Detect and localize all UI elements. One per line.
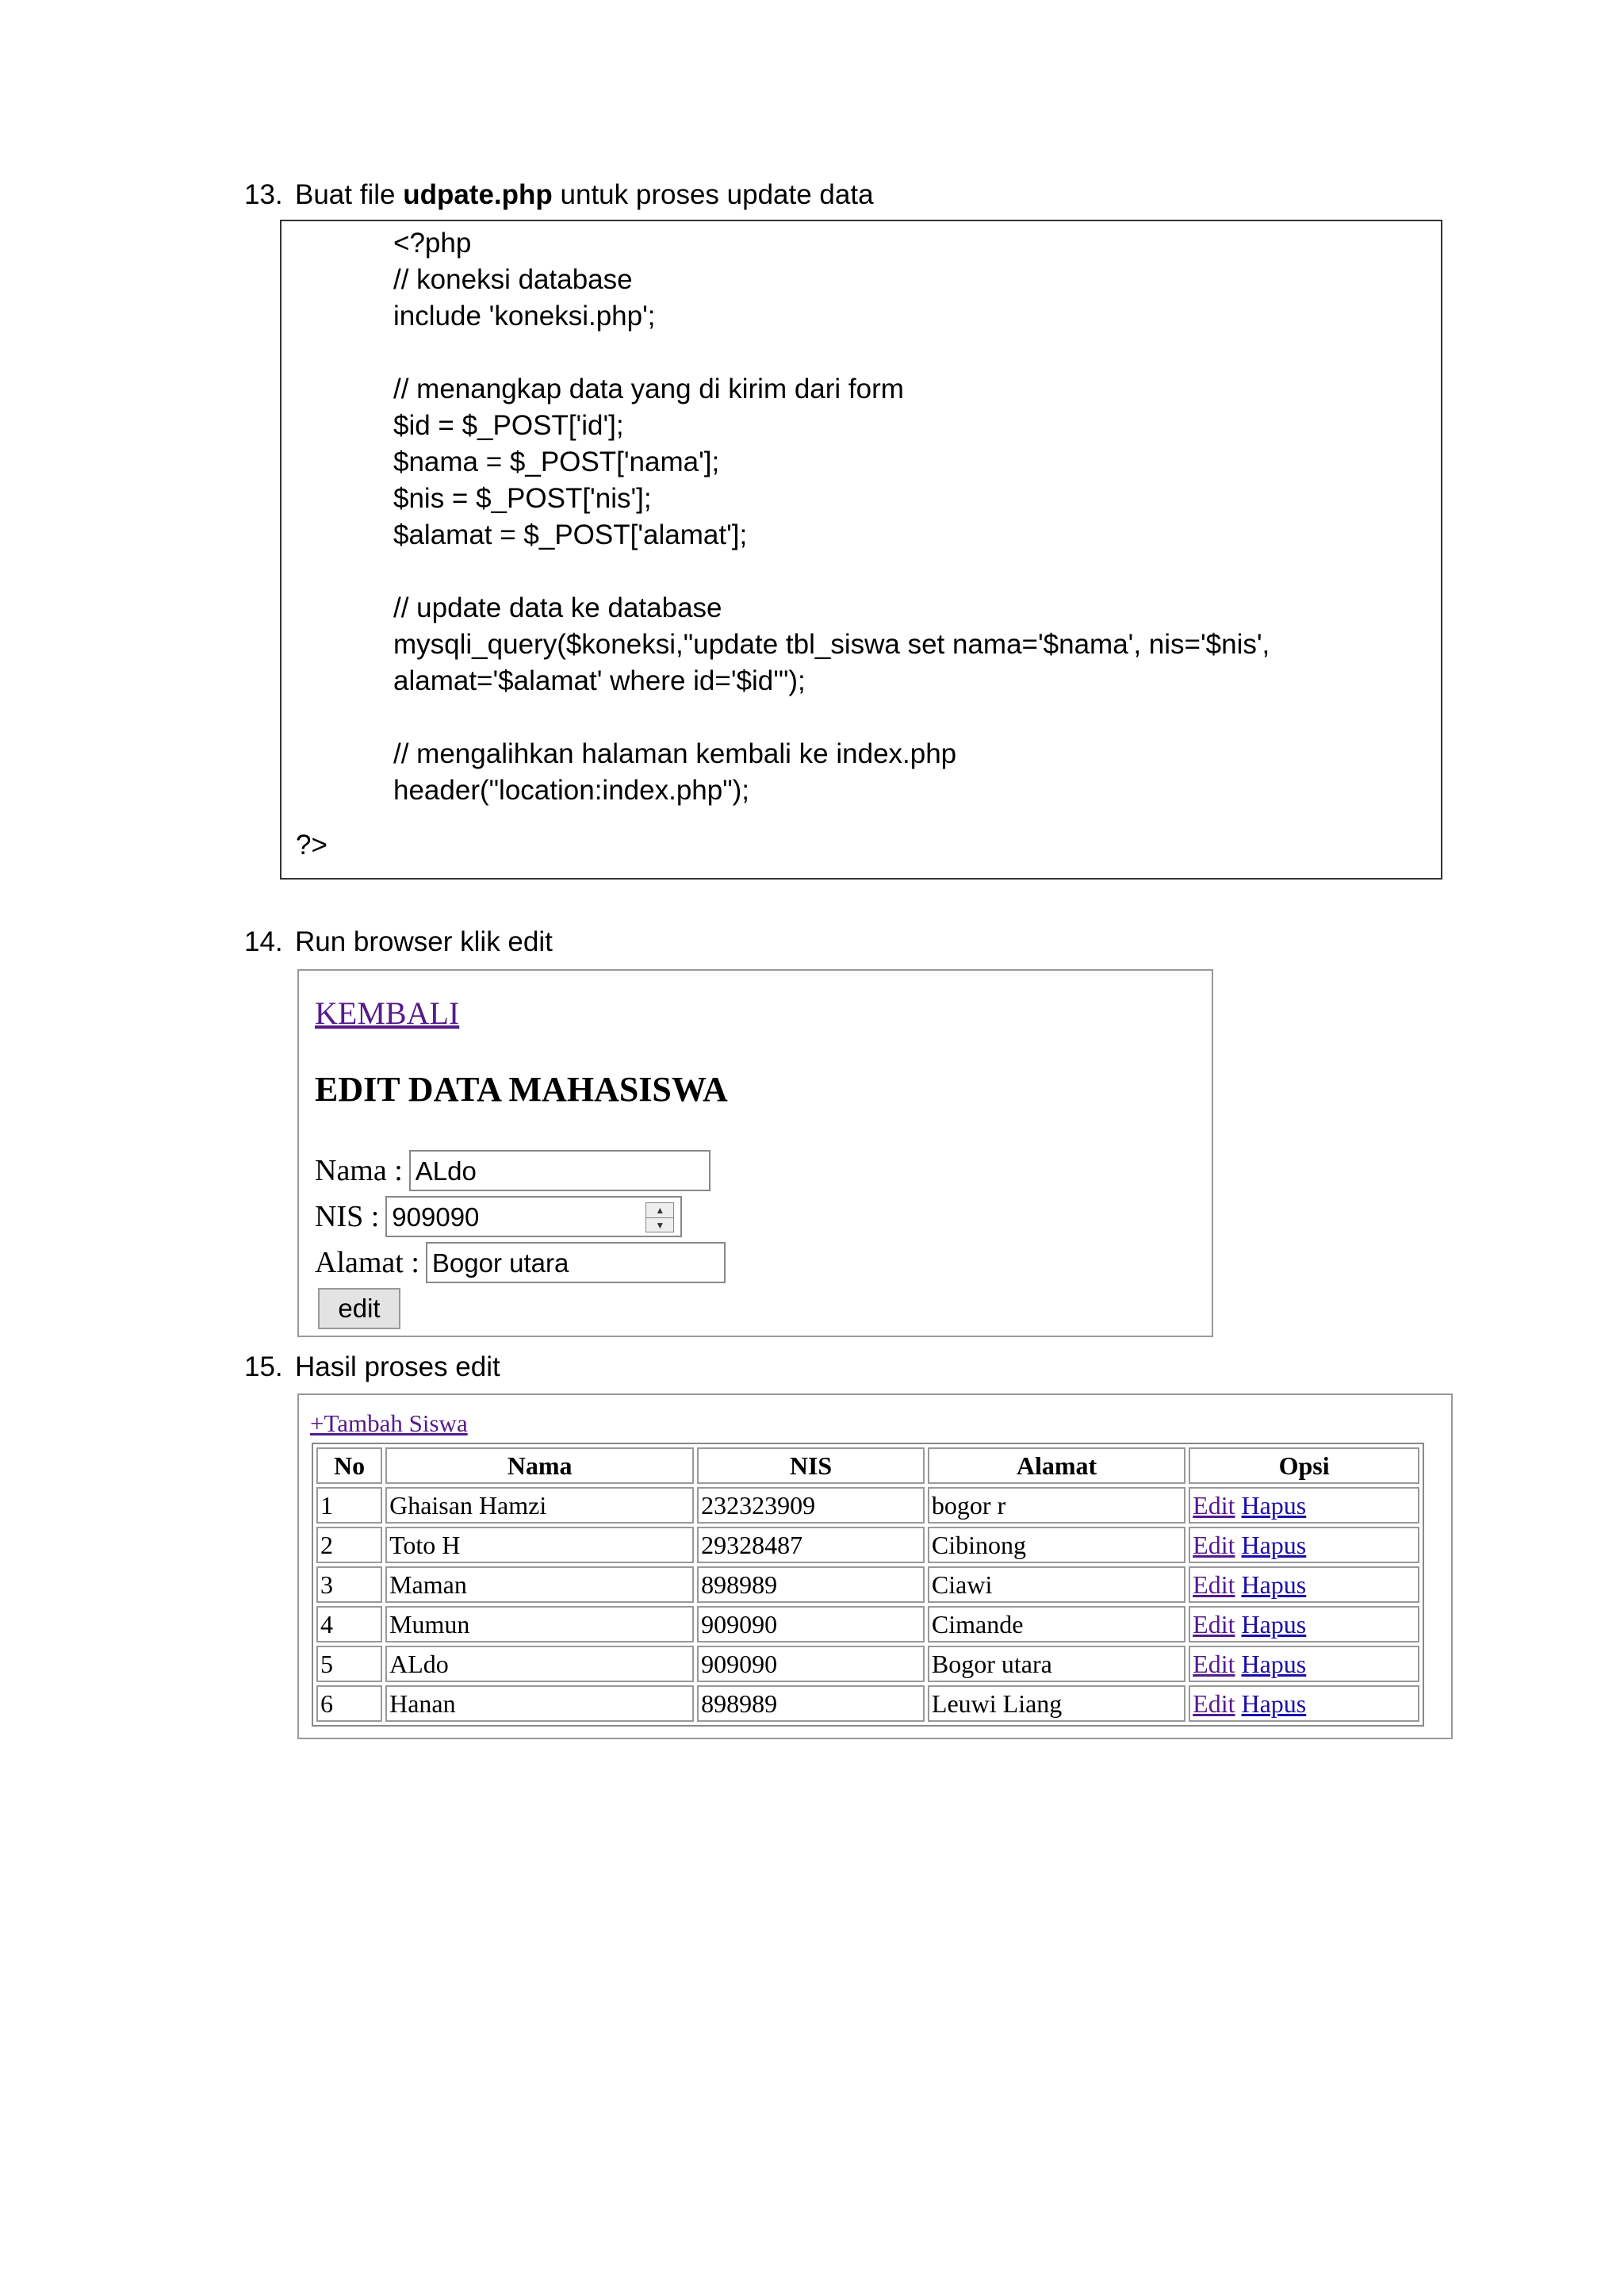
cell-nama: Toto H (385, 1527, 694, 1563)
spin-up-icon[interactable]: ▲ (646, 1203, 673, 1218)
cell-alamat: Bogor utara (928, 1646, 1185, 1682)
alamat-label: Alamat : (315, 1246, 419, 1279)
step-13-heading (244, 178, 874, 213)
code-line: header("location:index.php"); (393, 775, 750, 806)
table-row (316, 1646, 1419, 1682)
code-line: // mengalihkan halaman kembali ke index.php (393, 738, 957, 769)
code-closer: ?> (296, 830, 327, 861)
step-text-post: untuk proses update data (552, 179, 874, 210)
add-student-link[interactable]: +Tambah Siswa (310, 1409, 468, 1437)
cell-opsi (1189, 1527, 1419, 1563)
cell-nis: 29328487 (697, 1527, 925, 1563)
cell-opsi (1189, 1566, 1419, 1603)
cell-opsi (1189, 1685, 1419, 1722)
cell-nis: 898989 (697, 1566, 925, 1603)
delete-link[interactable]: Hapus (1241, 1610, 1307, 1639)
form-title: EDIT DATA MAHASISWA (315, 1070, 728, 1109)
edit-submit-button[interactable]: edit (318, 1288, 400, 1329)
cell-no: 5 (316, 1646, 382, 1682)
table-row (316, 1487, 1419, 1524)
cell-alamat: Cimande (928, 1606, 1185, 1642)
code-line: // menangkap data yang di kirim dari form (393, 374, 904, 404)
step-number: 14. (244, 926, 283, 957)
code-line: $alamat = $_POST['alamat']; (393, 519, 748, 550)
cell-alamat: Leuwi Liang (928, 1685, 1185, 1722)
edit-link[interactable]: Edit (1193, 1689, 1235, 1718)
code-line: // koneksi database (393, 264, 633, 295)
cell-nis: 232323909 (697, 1487, 925, 1524)
code-line: $nama = $_POST['nama']; (393, 447, 720, 477)
cell-nama: Hanan (385, 1685, 694, 1722)
cell-no: 4 (316, 1606, 382, 1642)
delete-link[interactable]: Hapus (1241, 1650, 1307, 1678)
spin-down-icon[interactable]: ▼ (655, 1220, 665, 1231)
table-row (316, 1685, 1419, 1722)
code-line: // update data ke database (393, 592, 722, 623)
header-alamat: Alamat (928, 1447, 1185, 1484)
cell-no: 6 (316, 1685, 382, 1722)
alamat-row (315, 1242, 726, 1283)
cell-opsi (1189, 1606, 1419, 1642)
code-line: $id = $_POST['id']; (393, 410, 624, 441)
nis-label: NIS : (315, 1200, 380, 1233)
delete-link[interactable]: Hapus (1241, 1689, 1307, 1718)
cell-opsi (1189, 1487, 1419, 1524)
code-line: include 'koneksi.php'; (393, 301, 656, 332)
header-nis: NIS (697, 1447, 925, 1484)
cell-nis: 909090 (697, 1646, 925, 1682)
header-nama: Nama (385, 1447, 694, 1484)
step-text: Run browser klik edit (295, 926, 553, 957)
table-row (316, 1527, 1419, 1563)
table-row (316, 1606, 1419, 1642)
step-text: Hasil proses edit (295, 1351, 500, 1382)
edit-link[interactable]: Edit (1193, 1610, 1235, 1639)
code-line: <?php (393, 228, 472, 259)
step-text-pre: Buat file (295, 179, 404, 210)
edit-link[interactable]: Edit (1193, 1650, 1235, 1678)
nis-value: 909090 (392, 1202, 480, 1232)
edit-link[interactable]: Edit (1193, 1491, 1235, 1520)
cell-opsi (1189, 1646, 1419, 1682)
cell-alamat: Cibinong (928, 1527, 1185, 1563)
step-14-heading (244, 925, 553, 960)
nama-label: Nama : (315, 1154, 403, 1187)
number-spinner[interactable] (645, 1202, 674, 1232)
cell-nis: 898989 (697, 1685, 925, 1722)
nama-input[interactable]: ALdo (409, 1150, 710, 1191)
code-line: $nis = $_POST['nis']; (393, 483, 652, 514)
header-no: No (316, 1447, 382, 1484)
step-15-heading (244, 1350, 500, 1385)
delete-link[interactable]: Hapus (1241, 1531, 1307, 1559)
nis-input[interactable] (385, 1196, 682, 1237)
student-table (312, 1443, 1424, 1727)
code-line: alamat='$alamat' where id='$id'"); (393, 665, 806, 696)
cell-nama: Ghaisan Hamzi (385, 1487, 694, 1524)
cell-nama: Mumun (385, 1606, 694, 1642)
cell-alamat: bogor r (928, 1487, 1185, 1524)
edit-link[interactable]: Edit (1193, 1531, 1235, 1559)
step-number: 15. (244, 1351, 283, 1382)
result-table-screenshot (297, 1393, 1453, 1739)
nama-row (315, 1150, 710, 1191)
cell-nama: Maman (385, 1566, 694, 1603)
edit-form-screenshot (297, 969, 1213, 1337)
alamat-input[interactable]: Bogor utara (426, 1242, 726, 1283)
back-link[interactable]: KEMBALI (315, 995, 460, 1031)
code-box (280, 220, 1442, 880)
nis-row (315, 1196, 682, 1237)
table-header-row (316, 1447, 1419, 1484)
header-opsi: Opsi (1189, 1447, 1419, 1484)
cell-no: 2 (316, 1527, 382, 1563)
step-number: 13. (244, 179, 283, 210)
edit-link[interactable]: Edit (1193, 1570, 1235, 1599)
step-filename: udpate.php (403, 179, 553, 210)
cell-alamat: Ciawi (928, 1566, 1185, 1603)
cell-nama: ALdo (385, 1646, 694, 1682)
cell-nis: 909090 (697, 1606, 925, 1642)
cell-no: 3 (316, 1566, 382, 1603)
code-line: mysqli_query($koneksi,"update tbl_siswa set nama='$nama', nis='$nis', (393, 629, 1270, 660)
delete-link[interactable]: Hapus (1241, 1570, 1307, 1599)
table-row (316, 1566, 1419, 1603)
cell-no: 1 (316, 1487, 382, 1524)
delete-link[interactable]: Hapus (1241, 1491, 1307, 1520)
